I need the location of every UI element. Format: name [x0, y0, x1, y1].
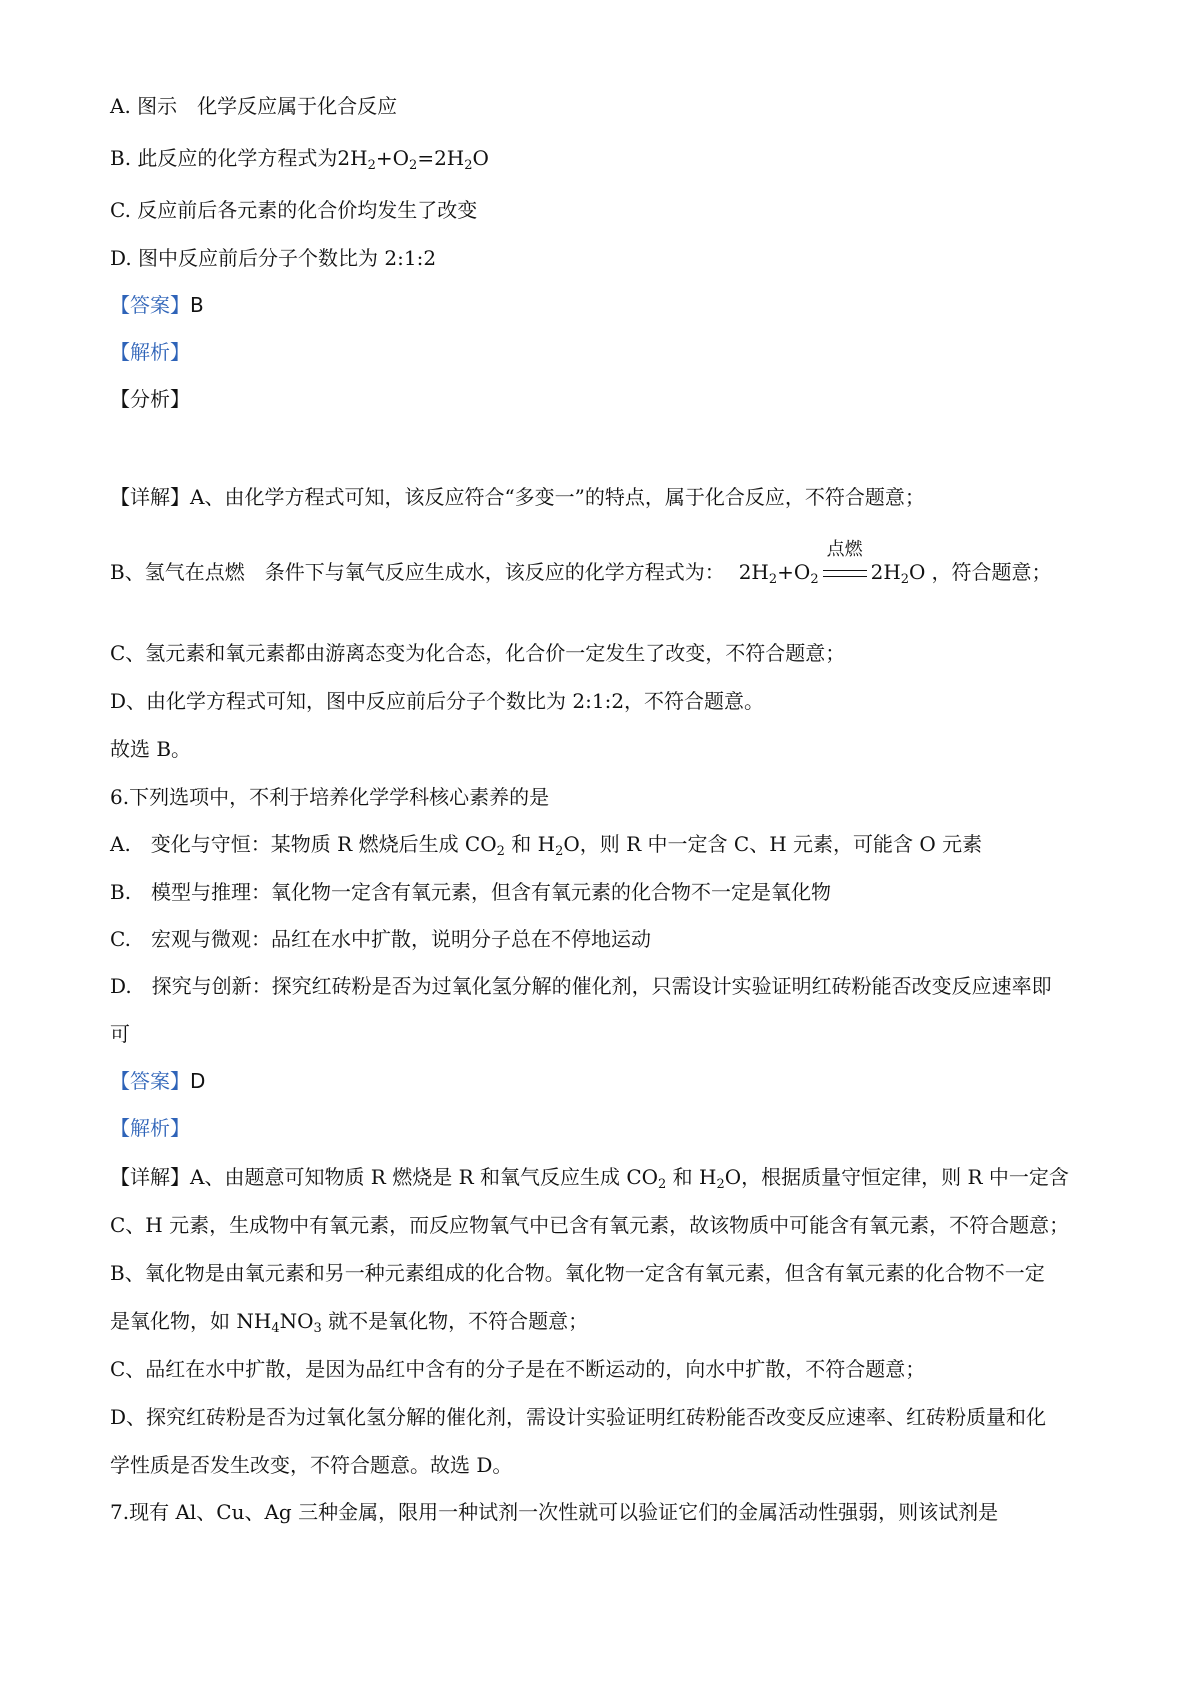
- q5-option-c: C. 反应前后各元素的化合价均发生了改变: [110, 198, 478, 222]
- q6-option-d-cont: 可: [110, 1022, 130, 1046]
- answer-value: D: [190, 1069, 206, 1093]
- answer-tag: 【答案】: [110, 293, 190, 317]
- q5-detail-a: 【详解】A、由化学方程式可知，该反应符合“多变一”的特点，属于化合反应，不符合题意；: [110, 485, 925, 509]
- q5-option-b-text: B. 此反应的化学方程式为: [110, 146, 338, 170]
- q6-detail-d-cont: 学性质是否发生改变，不符合题意。故选 D。: [110, 1453, 513, 1477]
- q6-detail-a: 【详解】A、由题意可知物质 R 燃烧是 R 和氧气反应生成 $CO_2$ 和 $H_2O$，根据质量守恒定律，则 R 中一定含: [110, 1165, 1069, 1192]
- q6-option-d: D. 探究与创新：探究红砖粉是否为过氧化氢分解的催化剂，只需设计实验证明红砖粉能否改变反应速率即: [110, 974, 1052, 998]
- q5-detail-c: C、氢元素和氧元素都由游离态变为化合态，化合价一定发生了改变，不符合题意；: [110, 641, 846, 665]
- q7-stem: 7.现有 Al、Cu、Ag 三种金属，限用一种试剂一次性就可以验证它们的金属活动性强弱，则该试剂是: [110, 1500, 999, 1524]
- q5-answer: [110, 291, 204, 319]
- q6-detail-d: D、探究红砖粉是否为过氧化氢分解的催化剂，需设计实验证明红砖粉能否改变反应速率、红砖粉质量和化: [110, 1405, 1047, 1429]
- answer-tag: 【答案】: [110, 1069, 190, 1093]
- q6-option-c: C. 宏观与微观：品红在水中扩散，说明分子总在不停地运动: [110, 927, 651, 951]
- q5-option-b-formula: $2H_2+O_2=2H_2O$: [337, 146, 489, 173]
- q5-detail-d: D、由化学方程式可知，图中反应前后分子个数比为 2:1:2，不符合题意。: [110, 689, 765, 713]
- q6-detail-c: C、品红在水中扩散，是因为品红中含有的分子是在不断运动的，向水中扩散，不符合题意；: [110, 1357, 926, 1381]
- q5-fenxi-tag: 【分析】: [110, 387, 190, 411]
- q5-detail-b-equation: $2H_2+O_2$ 点燃 $2H_2O$: [738, 538, 926, 587]
- q6-answer: [110, 1067, 205, 1095]
- q6-detail-b-cont: 是氧化物，如 $NH_4NO_3$ 就不是氧化物，不符合题意；: [110, 1309, 589, 1336]
- q5-analysis-tag: 【解析】: [110, 340, 190, 364]
- reaction-condition-arrow: 点燃: [823, 560, 867, 588]
- answer-value: B: [190, 293, 204, 317]
- q6-analysis-tag: 【解析】: [110, 1116, 190, 1140]
- q6-detail-a-cont: C、H 元素，生成物中有氧元素，而反应物氧气中已含有氧元素，故该物质中可能含有氧元素，不符合题意；: [110, 1213, 1070, 1237]
- q6-option-b: B. 模型与推理：氧化物一定含有氧元素，但含有氧元素的化合物不一定是氧化物: [110, 880, 832, 904]
- q5-option-d: D. 图中反应前后分子个数比为 2:1:2: [110, 246, 437, 270]
- q6-detail-b: B、氧化物是由氧元素和另一种元素组成的化合物。氧化物一定含有氧元素，但含有氧元素的化合物不一定: [110, 1261, 1045, 1285]
- q5-option-b: [110, 144, 489, 172]
- q6-option-a: A. 变化与守恒：某物质 R 燃烧后生成 $CO_2$ 和 $H_2O$，则 R 中一定含 C、H 元素，可能含 O 元素: [110, 832, 983, 859]
- q5-option-a: A. 图示 化学反应属于化合反应: [110, 94, 398, 118]
- q5-conclusion: 故选 B。: [110, 737, 192, 761]
- q6-stem: 6.下列选项中，不利于培养化学学科核心素养的是: [110, 785, 550, 809]
- q5-detail-b: B、氢气在点燃 条件下与氧气反应生成水，该反应的化学方程式为： $2H_2+O_2$ 点燃 $2H_2O$ ，符合题意；: [110, 538, 1052, 587]
